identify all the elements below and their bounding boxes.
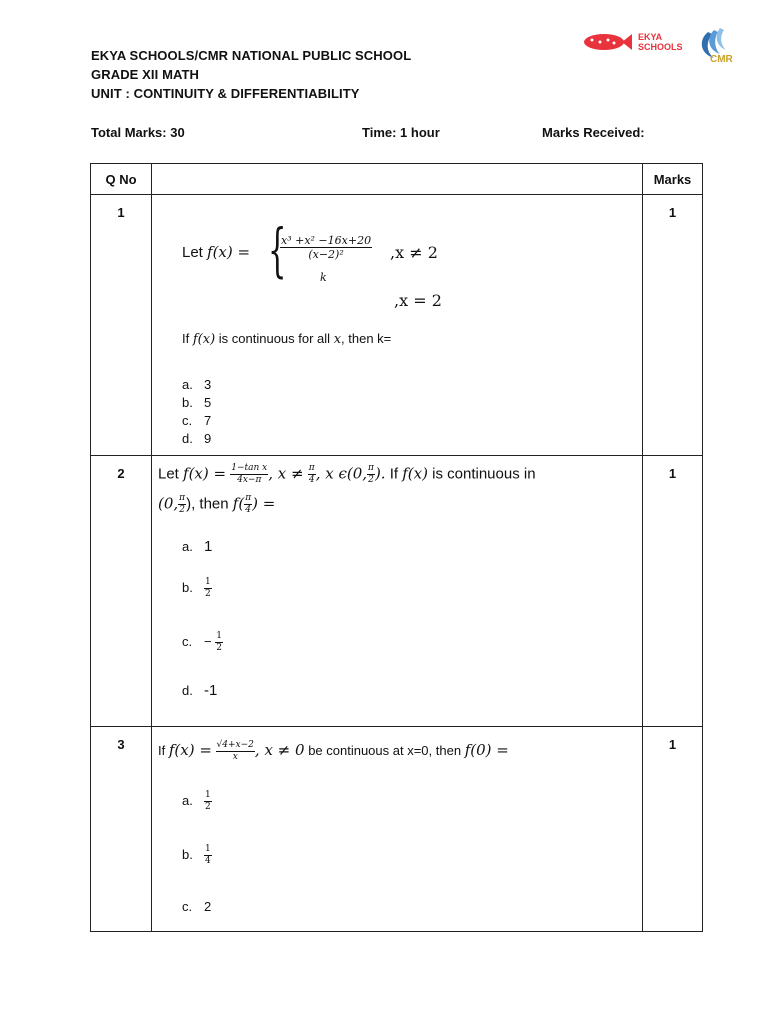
question-body: [152, 195, 643, 456]
option-c: c. 7: [182, 413, 212, 428]
option-a: a. $\frac{1}{2}$: [182, 790, 211, 812]
school-name: EKYA SCHOOLS/CMR NATIONAL PUBLIC SCHOOL: [91, 48, 412, 63]
question-marks: 1: [643, 456, 703, 727]
q1-function: f(x) =: [207, 243, 251, 261]
marks-header: Marks: [643, 164, 703, 195]
option-d: d. -1: [182, 682, 218, 699]
option-b: b. $\frac{1}{2}$: [182, 577, 211, 599]
q1-denominator: (x−2)²: [308, 248, 344, 261]
q1-k-value: k: [320, 271, 327, 284]
question-row-3: [91, 727, 703, 932]
q1-prompt: If f(x) is continuous for all x, then k=: [182, 331, 392, 347]
option-a: a. 1: [182, 538, 213, 555]
q3-stem: If f(x) = $\frac{√4+x-2}{x}$ , x ≠ 0 be continuous at x=0, then f(0) =: [158, 740, 509, 763]
question-number: 3: [91, 727, 152, 932]
marks-received: Marks Received:: [542, 125, 645, 140]
q2-stem-line2: (0, $\frac{\pi}{2}$ ), then f( $\frac{\pi}{4}$ ) =: [158, 493, 276, 515]
ekya-logo-text: EKYA: [638, 32, 663, 42]
unit-title: UNIT : CONTINUITY & DIFFERENTIABILITY: [91, 86, 360, 101]
option-c: c. 2: [182, 899, 212, 914]
q1-let: Let: [182, 244, 203, 261]
option-b: b. $\frac{1}{4}$: [182, 844, 211, 866]
question-row-2: [91, 456, 703, 727]
q1-condition-2: ,x = 2: [394, 291, 442, 310]
question-body: [152, 727, 643, 932]
cmr-logo-text: CMR: [710, 54, 733, 65]
ekya-logo-subtext: SCHOOLS: [638, 42, 683, 52]
table-header-row: [91, 164, 703, 195]
qno-header: Q No: [91, 164, 152, 195]
grade-subject: GRADE XII MATH: [91, 67, 200, 82]
q1-numerator: x³ +x² −16x+20: [281, 234, 372, 247]
option-b: b. 5: [182, 395, 212, 410]
time-allowed: Time: 1 hour: [362, 125, 440, 140]
question-header: [152, 164, 643, 195]
question-row-1: [91, 195, 703, 456]
option-a: a. 3: [182, 377, 212, 392]
question-number: 1: [91, 195, 152, 456]
question-body: [152, 456, 643, 727]
school-logos: [580, 24, 740, 72]
question-table: [90, 163, 703, 932]
question-marks: 1: [643, 727, 703, 932]
q2-stem: Let f(x) = $\frac{\text{1−tan x}}{4x-\pi}$ , x ≠ $\frac{\pi}{4}$ , x ϵ(0, $\frac{\pi}{2}$ ). If f(x) is continuous in: [158, 463, 536, 485]
question-marks: 1: [643, 195, 703, 456]
q1-condition-1: ,x ≠ 2: [390, 243, 438, 262]
total-marks: Total Marks: 30: [91, 125, 185, 140]
option-c: c. − $\frac{1}{2}$: [182, 631, 222, 653]
question-number: 2: [91, 456, 152, 727]
option-d: d. 9: [182, 431, 212, 446]
curly-brace-icon: {: [268, 216, 287, 284]
